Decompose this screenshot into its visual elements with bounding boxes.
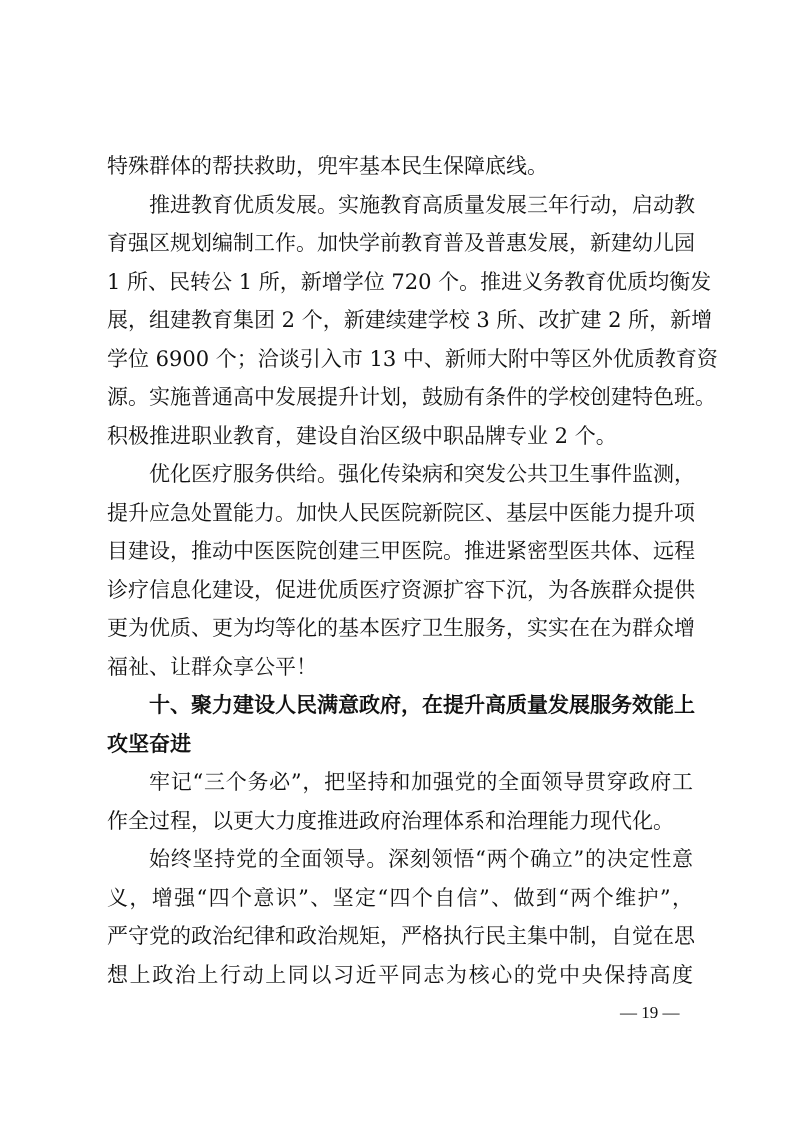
text-line: 积极推进职业教育，建设自治区级中职品牌专业 2 个。 [107, 423, 617, 448]
paragraph-lead: 推进教育优质发展。 [149, 192, 338, 217]
text-line: 展，组建教育集团 2 个，新建续建学校 3 所、改扩建 2 所，新增 [107, 308, 713, 332]
text-line: 1 所、民转公 1 所，新增学位 720 个。推进义务教育优质均衡发 [107, 269, 712, 294]
text-line: 目建设，推动中医医院创建三甲医院。推进紧密型医共体、远程 [107, 539, 695, 563]
text-line: 提升应急处置能力。加快人民医院新院区、基层中医能力提升项 [107, 500, 695, 525]
text-line [107, 455, 693, 494]
paragraph-lead: 优化医疗服务供给。 [149, 462, 338, 486]
text-line: 牢记“三个务必”，把坚持和加强党的全面领导贯穿政府工 [149, 770, 693, 794]
text-line: 福祉、让群众享公平！ [107, 654, 317, 679]
text-line: 想上政治上行动上同以习近平同志为核心的党中央保持高度 [107, 962, 693, 987]
section-heading: 十、聚力建设人民满意政府，在提升高质量发展服务效能上 [149, 693, 695, 717]
document-body [107, 147, 718, 994]
text-line [107, 840, 693, 879]
text-line: 更为优质、更为均等化的基本医疗卫生服务，实实在在为群众增 [107, 616, 695, 640]
paragraph-text: 实施教育高质量发展三年行动，启动教 [338, 192, 695, 217]
text-line: 诊疗信息化建设，促进优质医疗资源扩容下沉，为各族群众提供 [107, 577, 695, 602]
text-line: 作全过程，以更大力度推进政府治理体系和治理能力现代化。 [107, 808, 674, 833]
text-line: 学位 6900 个；洽谈引入市 13 中、新师大附中等区外优质教育资 [107, 346, 718, 371]
text-line [107, 186, 693, 225]
section-heading: 攻坚奋进 [107, 731, 191, 756]
text-line: 严守党的政治纪律和政治规矩，严格执行民主集中制，自觉在思 [107, 924, 695, 948]
text-line: 育强区规划编制工作。加快学前教育普及普惠发展，新建幼儿园 [107, 231, 695, 255]
paragraph-text: 强化传染病和突发公共卫生事件监测， [338, 462, 695, 486]
text-line: 特殊群体的帮扶救助，兜牢基本民生保障底线。 [107, 154, 548, 178]
paragraph-text: 深刻领悟“两个确立”的决定性意 [388, 847, 693, 871]
text-line: 义，增强“四个意识”、坚定“四个自信”、做到“两个维护”， [107, 885, 693, 910]
text-line: 源。实施普通高中发展提升计划，鼓励有条件的学校创建特色班。 [107, 385, 716, 409]
paragraph-lead: 始终坚持党的全面领导。 [149, 847, 389, 871]
page-number: — 19 — [620, 1003, 680, 1022]
